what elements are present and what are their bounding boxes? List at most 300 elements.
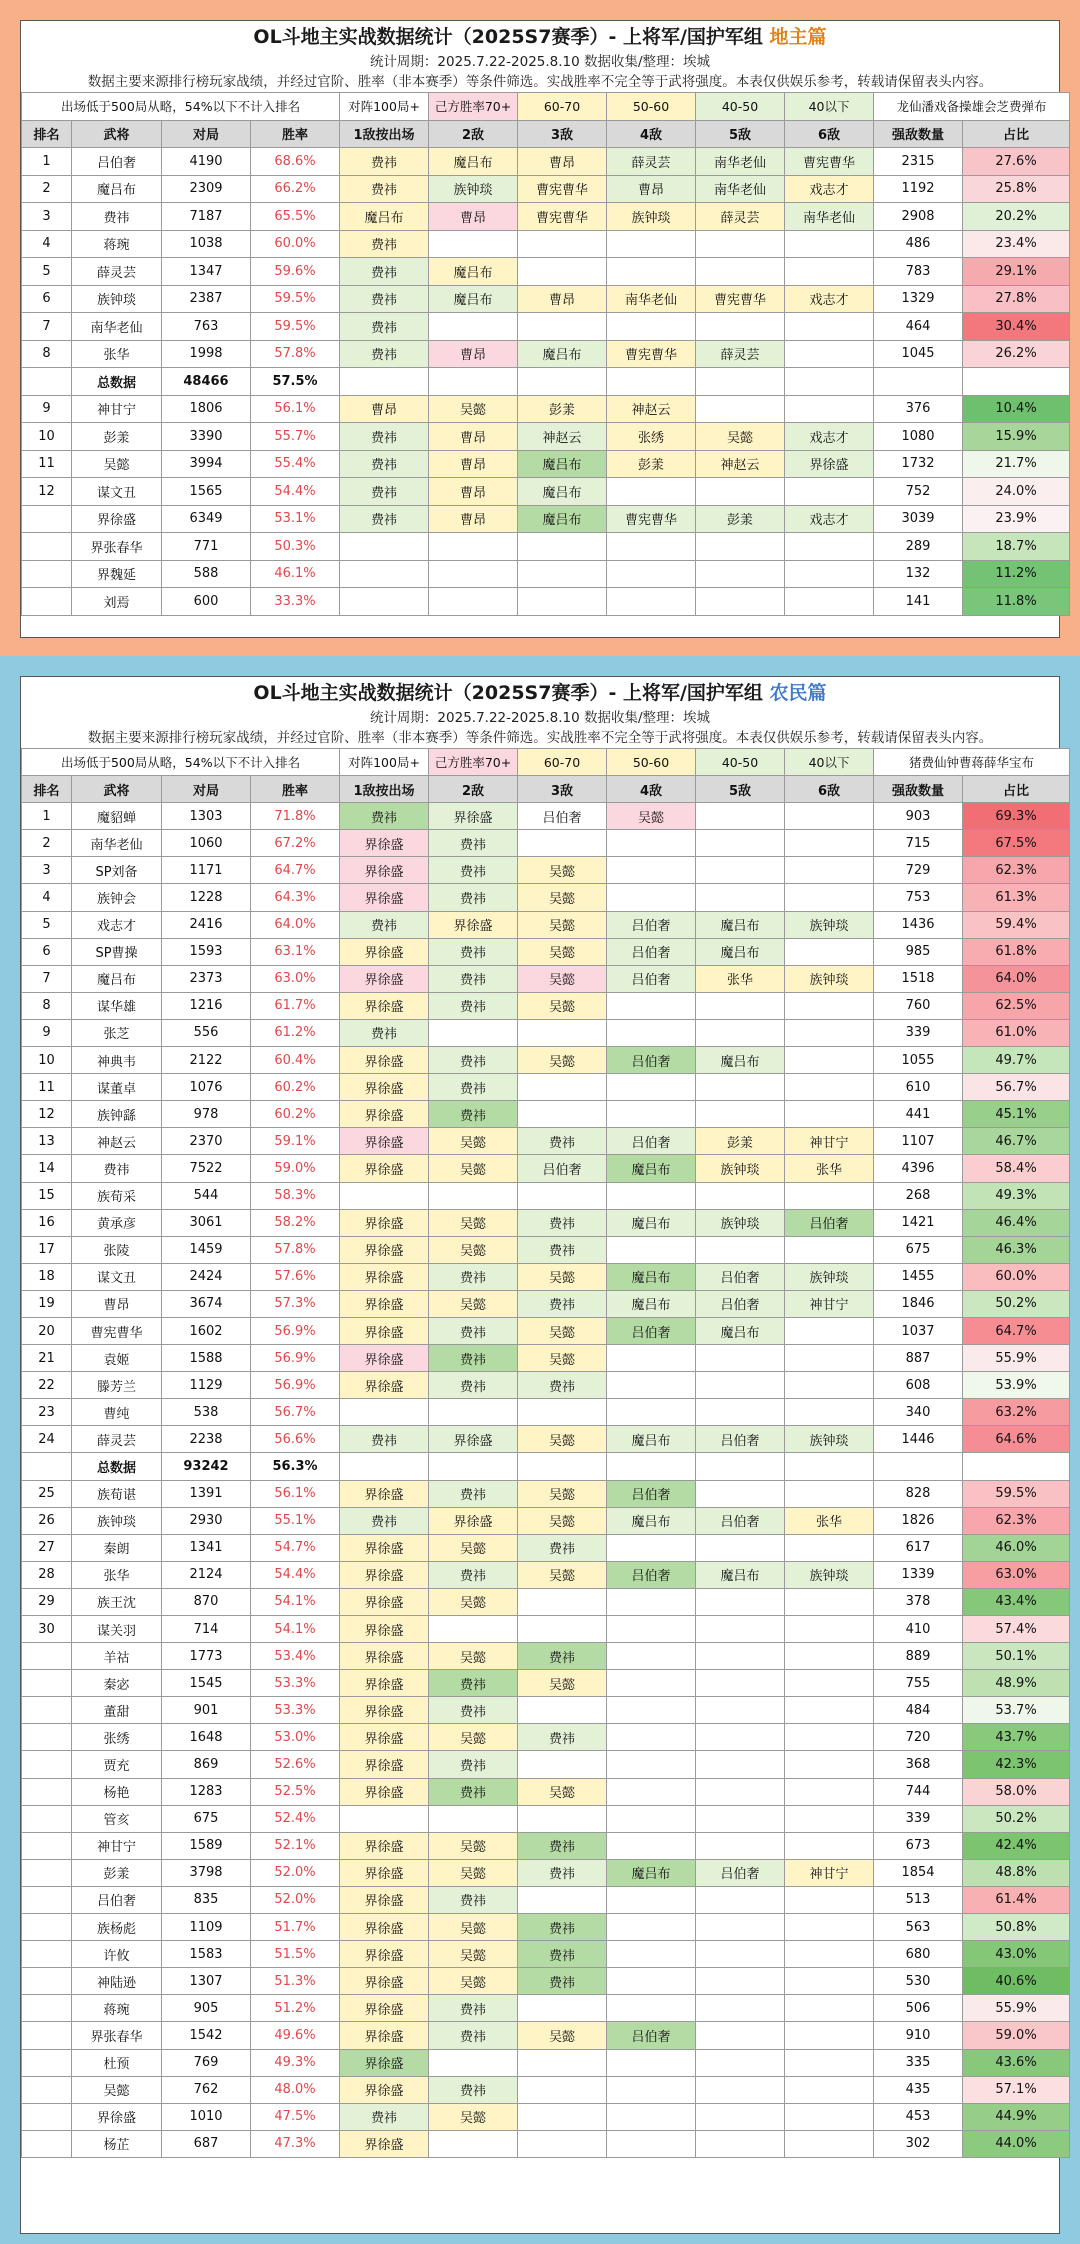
rank-cell: 27 <box>22 1534 72 1561</box>
ratio-cell: 61.4% <box>963 1886 1070 1913</box>
enemy-cell: 吕伯奢 <box>785 1209 874 1236</box>
enemy-cell <box>696 1995 785 2022</box>
strong-count-cell: 680 <box>874 1941 963 1968</box>
table-row <box>22 395 1070 423</box>
ratio-cell: 57.4% <box>963 1616 1070 1643</box>
enemy-cell <box>340 1805 429 1832</box>
win-rate-cell: 64.0% <box>251 911 340 938</box>
enemy-cell: 费祎 <box>340 340 429 368</box>
enemy-cell: 界徐盛 <box>340 1263 429 1290</box>
ratio-cell: 50.8% <box>963 1914 1070 1941</box>
enemy-cell <box>785 1914 874 1941</box>
enemy-cell: 界徐盛 <box>340 2076 429 2103</box>
landlord-period: 统计周期：2025.7.22-2025.8.10 数据收集/整理：埃城 <box>369 54 711 70</box>
enemy-cell <box>785 1670 874 1697</box>
enemy-cell: 界徐盛 <box>340 1995 429 2022</box>
enemy-cell <box>785 1534 874 1561</box>
enemy-cell: 费祎 <box>340 911 429 938</box>
win-rate-cell: 57.6% <box>251 1263 340 1290</box>
win-rate-cell: 56.9% <box>251 1372 340 1399</box>
enemy-cell: 吴懿 <box>429 1588 518 1615</box>
enemy-cell: 吴懿 <box>518 1561 607 1588</box>
landlord-title-text: OL斗地主实战数据统计（2025S7赛季）- 上将军/国护军组 <box>253 26 763 48</box>
enemy-cell: 费祎 <box>518 1290 607 1317</box>
enemy-cell: 界徐盛 <box>340 2049 429 2076</box>
column-header: 武将 <box>72 776 162 803</box>
enemy-cell: 费祎 <box>429 1372 518 1399</box>
legend-cell: 40以下 <box>785 749 874 776</box>
enemy-cell <box>696 1182 785 1209</box>
win-rate-cell: 47.3% <box>251 2130 340 2157</box>
enemy-cell: 界徐盛 <box>340 1290 429 1317</box>
rank-cell <box>22 1914 72 1941</box>
strong-count-cell: 1732 <box>874 450 963 478</box>
enemy-cell: 费祎 <box>518 1534 607 1561</box>
enemy-cell: 费祎 <box>518 1128 607 1155</box>
enemy-cell: 费祎 <box>518 1236 607 1263</box>
games-cell: 675 <box>162 1805 251 1832</box>
table-row <box>22 258 1070 286</box>
enemy-cell: 界徐盛 <box>340 1074 429 1101</box>
table-row <box>22 2022 1070 2049</box>
general-name-cell: 蒋琬 <box>72 230 162 258</box>
enemy-cell <box>785 1886 874 1913</box>
enemy-cell <box>518 1886 607 1913</box>
ratio-cell: 69.3% <box>963 803 1070 830</box>
enemy-cell: 费祎 <box>340 423 429 451</box>
enemy-cell: 界徐盛 <box>340 830 429 857</box>
legend-cell: 己方胜率70+ <box>429 749 518 776</box>
strong-count-cell: 1192 <box>874 175 963 203</box>
enemy-cell <box>607 884 696 911</box>
general-name-cell: 费祎 <box>72 1155 162 1182</box>
enemy-cell: 魔吕布 <box>607 1507 696 1534</box>
ratio-cell: 18.7% <box>963 533 1070 561</box>
general-name-cell: 滕芳兰 <box>72 1372 162 1399</box>
ratio-cell: 50.2% <box>963 1805 1070 1832</box>
enemy-cell: 吕伯奢 <box>518 1155 607 1182</box>
ratio-cell: 42.3% <box>963 1751 1070 1778</box>
strong-count-cell: 1421 <box>874 1209 963 1236</box>
games-cell: 48466 <box>162 368 251 396</box>
win-rate-cell: 65.5% <box>251 203 340 231</box>
enemy-cell <box>518 368 607 396</box>
enemy-cell: 族钟琰 <box>696 1209 785 1236</box>
enemy-cell: 吴懿 <box>518 884 607 911</box>
enemy-cell: 吴懿 <box>518 1480 607 1507</box>
column-header: 2敌 <box>429 776 518 803</box>
column-header: 占比 <box>963 776 1070 803</box>
enemy-cell <box>696 2076 785 2103</box>
landlord-title <box>21 21 1059 53</box>
enemy-cell: 吴懿 <box>518 857 607 884</box>
enemy-cell: 界徐盛 <box>340 1941 429 1968</box>
ratio-cell: 61.3% <box>963 884 1070 911</box>
table-row <box>22 478 1070 506</box>
table-row <box>22 1047 1070 1074</box>
ratio-cell: 58.4% <box>963 1155 1070 1182</box>
games-cell: 544 <box>162 1182 251 1209</box>
enemy-cell <box>607 1616 696 1643</box>
legend-cell: 猪费仙钟曹蒋薛华宝布 <box>874 749 1070 776</box>
column-header: 4敌 <box>607 120 696 148</box>
enemy-cell: 吴懿 <box>518 911 607 938</box>
general-name-cell: 界徐盛 <box>72 2103 162 2130</box>
ratio-cell: 46.0% <box>963 1534 1070 1561</box>
enemy-cell <box>696 1534 785 1561</box>
enemy-cell: 界徐盛 <box>340 1236 429 1263</box>
enemy-cell: 戏志才 <box>785 175 874 203</box>
win-rate-cell: 57.5% <box>251 368 340 396</box>
enemy-cell: 费祎 <box>340 1426 429 1453</box>
enemy-cell: 费祎 <box>429 1886 518 1913</box>
enemy-cell <box>429 560 518 588</box>
strong-count-cell: 1329 <box>874 285 963 313</box>
enemy-cell: 界徐盛 <box>340 1155 429 1182</box>
enemy-cell: 吴懿 <box>518 1047 607 1074</box>
rank-cell: 23 <box>22 1399 72 1426</box>
rank-cell: 11 <box>22 450 72 478</box>
win-rate-cell: 56.1% <box>251 395 340 423</box>
farmer-panel <box>0 656 1080 2244</box>
rank-cell: 13 <box>22 1128 72 1155</box>
enemy-cell: 吴懿 <box>518 965 607 992</box>
enemy-cell <box>518 1805 607 1832</box>
enemy-cell <box>429 230 518 258</box>
column-header: 5敌 <box>696 776 785 803</box>
ratio-cell: 53.9% <box>963 1372 1070 1399</box>
strong-count-cell: 755 <box>874 1670 963 1697</box>
enemy-cell: 吴懿 <box>429 1128 518 1155</box>
games-cell: 7522 <box>162 1155 251 1182</box>
rank-cell <box>22 1941 72 1968</box>
games-cell: 2416 <box>162 911 251 938</box>
column-header: 胜率 <box>251 120 340 148</box>
strong-count-cell: 610 <box>874 1074 963 1101</box>
enemy-cell <box>785 2022 874 2049</box>
win-rate-cell: 56.3% <box>251 1453 340 1480</box>
enemy-cell: 界徐盛 <box>340 1697 429 1724</box>
rank-cell: 16 <box>22 1209 72 1236</box>
rank-cell: 30 <box>22 1616 72 1643</box>
enemy-cell: 费祎 <box>518 1209 607 1236</box>
games-cell: 1076 <box>162 1074 251 1101</box>
win-rate-cell: 54.4% <box>251 478 340 506</box>
enemy-cell <box>607 230 696 258</box>
win-rate-cell: 51.3% <box>251 1968 340 1995</box>
games-cell: 1347 <box>162 258 251 286</box>
strong-count-cell: 752 <box>874 478 963 506</box>
games-cell: 762 <box>162 2076 251 2103</box>
enemy-cell: 吴懿 <box>429 395 518 423</box>
rank-cell: 3 <box>22 857 72 884</box>
rank-cell <box>22 1995 72 2022</box>
enemy-cell: 界徐盛 <box>340 1209 429 1236</box>
general-name-cell: 族钟琰 <box>72 285 162 313</box>
enemy-cell <box>518 1697 607 1724</box>
table-row <box>22 1724 1070 1751</box>
strong-count-cell: 760 <box>874 992 963 1019</box>
rank-cell: 4 <box>22 884 72 911</box>
enemy-cell <box>607 1534 696 1561</box>
rank-cell: 19 <box>22 1290 72 1317</box>
table-row <box>22 1372 1070 1399</box>
enemy-cell <box>785 1751 874 1778</box>
enemy-cell <box>607 1697 696 1724</box>
general-name-cell: 谋文丑 <box>72 478 162 506</box>
enemy-cell <box>607 2076 696 2103</box>
rank-cell <box>22 2130 72 2157</box>
strong-count-cell: 889 <box>874 1643 963 1670</box>
games-cell: 1391 <box>162 1480 251 1507</box>
enemy-cell: 吴懿 <box>429 1155 518 1182</box>
enemy-cell: 曹昂 <box>429 340 518 368</box>
enemy-cell: 曹宪曹华 <box>696 285 785 313</box>
enemy-cell: 曹昂 <box>429 203 518 231</box>
rank-cell <box>22 368 72 396</box>
games-cell: 901 <box>162 1697 251 1724</box>
general-name-cell: 杜预 <box>72 2049 162 2076</box>
rank-cell <box>22 1453 72 1480</box>
games-cell: 1648 <box>162 1724 251 1751</box>
enemy-cell <box>785 2076 874 2103</box>
win-rate-cell: 60.4% <box>251 1047 340 1074</box>
enemy-cell <box>518 2076 607 2103</box>
games-cell: 1283 <box>162 1778 251 1805</box>
enemy-cell: 吴懿 <box>429 1534 518 1561</box>
win-rate-cell: 52.1% <box>251 1832 340 1859</box>
enemy-cell: 吴懿 <box>607 803 696 830</box>
enemy-cell: 费祎 <box>340 175 429 203</box>
legend-row <box>22 93 1070 121</box>
games-cell: 714 <box>162 1616 251 1643</box>
enemy-cell <box>696 1236 785 1263</box>
enemy-cell: 族钟琰 <box>785 1561 874 1588</box>
rank-cell: 26 <box>22 1507 72 1534</box>
strong-count-cell: 910 <box>874 2022 963 2049</box>
strong-count-cell: 339 <box>874 1805 963 1832</box>
enemy-cell: 吕伯奢 <box>696 1507 785 1534</box>
rank-cell: 10 <box>22 1047 72 1074</box>
enemy-cell: 戏志才 <box>785 285 874 313</box>
win-rate-cell: 61.7% <box>251 992 340 1019</box>
enemy-cell: 费祎 <box>429 1697 518 1724</box>
general-name-cell: 曹宪曹华 <box>72 1317 162 1344</box>
ratio-cell: 20.2% <box>963 203 1070 231</box>
legend-cell: 40-50 <box>696 749 785 776</box>
enemy-cell <box>429 1182 518 1209</box>
column-header: 武将 <box>72 120 162 148</box>
games-cell: 1583 <box>162 1941 251 1968</box>
ratio-cell: 10.4% <box>963 395 1070 423</box>
enemy-cell <box>607 1941 696 1968</box>
enemy-cell: 界徐盛 <box>340 1101 429 1128</box>
table-row <box>22 1426 1070 1453</box>
enemy-cell: 界徐盛 <box>340 1561 429 1588</box>
enemy-cell: 曹昂 <box>518 285 607 313</box>
enemy-cell <box>785 560 874 588</box>
enemy-cell: 魔吕布 <box>607 1155 696 1182</box>
strong-count-cell: 608 <box>874 1372 963 1399</box>
enemy-cell <box>785 368 874 396</box>
games-cell: 1109 <box>162 1914 251 1941</box>
rank-cell: 9 <box>22 395 72 423</box>
enemy-cell <box>429 1399 518 1426</box>
win-rate-cell: 51.7% <box>251 1914 340 1941</box>
total-row <box>22 368 1070 396</box>
win-rate-cell: 52.0% <box>251 1886 340 1913</box>
enemy-cell: 魔吕布 <box>607 1290 696 1317</box>
strong-count-cell: 1436 <box>874 911 963 938</box>
strong-count-cell: 335 <box>874 2049 963 2076</box>
table-row <box>22 560 1070 588</box>
games-cell: 1228 <box>162 884 251 911</box>
rank-cell: 7 <box>22 965 72 992</box>
rank-cell: 21 <box>22 1345 72 1372</box>
games-cell: 1060 <box>162 830 251 857</box>
ratio-cell <box>963 1453 1070 1480</box>
table-row <box>22 911 1070 938</box>
general-name-cell: 戏志才 <box>72 911 162 938</box>
table-row <box>22 1805 1070 1832</box>
enemy-cell: 吴懿 <box>518 938 607 965</box>
general-name-cell: 薛灵芸 <box>72 1426 162 1453</box>
win-rate-cell: 61.2% <box>251 1019 340 1046</box>
ratio-cell: 50.1% <box>963 1643 1070 1670</box>
table-row <box>22 340 1070 368</box>
strong-count-cell: 530 <box>874 1968 963 1995</box>
enemy-cell <box>785 992 874 1019</box>
enemy-cell: 界徐盛 <box>340 1724 429 1751</box>
table-row <box>22 857 1070 884</box>
win-rate-cell: 49.3% <box>251 2049 340 2076</box>
rank-cell: 29 <box>22 1588 72 1615</box>
enemy-cell: 费祎 <box>429 857 518 884</box>
enemy-cell <box>607 1588 696 1615</box>
win-rate-cell: 47.5% <box>251 2103 340 2130</box>
enemy-cell: 魔吕布 <box>429 285 518 313</box>
enemy-cell <box>696 533 785 561</box>
ratio-cell: 59.0% <box>963 2022 1070 2049</box>
enemy-cell: 魔吕布 <box>340 203 429 231</box>
enemy-cell: 费祎 <box>429 1995 518 2022</box>
legend-row <box>22 749 1070 776</box>
enemy-cell <box>696 560 785 588</box>
table-row <box>22 230 1070 258</box>
enemy-cell: 魔吕布 <box>607 1209 696 1236</box>
general-name-cell: 谋关羽 <box>72 1616 162 1643</box>
enemy-cell <box>518 230 607 258</box>
enemy-cell: 吴懿 <box>429 1724 518 1751</box>
enemy-cell <box>785 884 874 911</box>
general-name-cell: 张芝 <box>72 1019 162 1046</box>
enemy-cell <box>607 1832 696 1859</box>
enemy-cell: 魔吕布 <box>518 505 607 533</box>
enemy-cell: 费祎 <box>340 313 429 341</box>
rank-cell: 8 <box>22 992 72 1019</box>
enemy-cell <box>785 857 874 884</box>
enemy-cell: 界徐盛 <box>340 1534 429 1561</box>
enemy-cell: 族钟琰 <box>785 965 874 992</box>
enemy-cell <box>696 1886 785 1913</box>
legend-cell: 对阵100局+ <box>340 93 429 121</box>
enemy-cell: 曹昂 <box>429 450 518 478</box>
enemy-cell: 南华老仙 <box>696 175 785 203</box>
strong-count-cell: 729 <box>874 857 963 884</box>
enemy-cell: 界徐盛 <box>340 1778 429 1805</box>
enemy-cell: 费祎 <box>518 1914 607 1941</box>
strong-count-cell: 783 <box>874 258 963 286</box>
strong-count-cell: 673 <box>874 1832 963 1859</box>
enemy-cell <box>785 1968 874 1995</box>
table-row <box>22 1236 1070 1263</box>
enemy-cell: 吕伯奢 <box>607 2022 696 2049</box>
enemy-cell: 吕伯奢 <box>696 1426 785 1453</box>
rank-cell <box>22 2076 72 2103</box>
enemy-cell <box>785 830 874 857</box>
strong-count-cell: 513 <box>874 1886 963 1913</box>
rank-cell <box>22 1643 72 1670</box>
win-rate-cell: 53.4% <box>251 1643 340 1670</box>
enemy-cell: 神甘宁 <box>785 1859 874 1886</box>
enemy-cell: 吴懿 <box>518 1778 607 1805</box>
enemy-cell: 族钟琰 <box>429 175 518 203</box>
enemy-cell: 族钟琰 <box>607 203 696 231</box>
enemy-cell <box>785 340 874 368</box>
enemy-cell: 费祎 <box>429 938 518 965</box>
farmer-note: 数据主要来源排行榜玩家战绩，并经过官阶、胜率（非本赛季）等条件筛选。实战胜率不完全等于武将强度。本表仅供娱乐参考，转载请保留表头内容。 <box>87 730 993 746</box>
enemy-cell <box>696 1968 785 1995</box>
enemy-cell <box>607 533 696 561</box>
win-rate-cell: 56.6% <box>251 1426 340 1453</box>
enemy-cell: 费祎 <box>429 1751 518 1778</box>
strong-count-cell: 617 <box>874 1534 963 1561</box>
enemy-cell <box>607 1372 696 1399</box>
games-cell: 1602 <box>162 1317 251 1344</box>
enemy-cell <box>518 1995 607 2022</box>
ratio-cell: 11.2% <box>963 560 1070 588</box>
enemy-cell: 费祎 <box>340 803 429 830</box>
general-name-cell: 羊祜 <box>72 1643 162 1670</box>
games-cell: 1773 <box>162 1643 251 1670</box>
general-name-cell: 南华老仙 <box>72 313 162 341</box>
general-name-cell: 袁姬 <box>72 1345 162 1372</box>
general-name-cell: 谋华雄 <box>72 992 162 1019</box>
rank-cell <box>22 505 72 533</box>
strong-count-cell <box>874 1453 963 1480</box>
enemy-cell <box>429 1805 518 1832</box>
enemy-cell: 南华老仙 <box>607 285 696 313</box>
games-cell: 588 <box>162 560 251 588</box>
table-row <box>22 1941 1070 1968</box>
enemy-cell <box>607 1074 696 1101</box>
general-name-cell: 管亥 <box>72 1805 162 1832</box>
enemy-cell: 神赵云 <box>696 450 785 478</box>
landlord-tag: 地主篇 <box>769 26 827 48</box>
enemy-cell: 张华 <box>696 965 785 992</box>
legend-cell: 50-60 <box>607 749 696 776</box>
enemy-cell: 界徐盛 <box>340 992 429 1019</box>
rank-cell: 14 <box>22 1155 72 1182</box>
games-cell: 1806 <box>162 395 251 423</box>
enemy-cell <box>607 258 696 286</box>
enemy-cell: 吕伯奢 <box>607 911 696 938</box>
strong-count-cell: 1446 <box>874 1426 963 1453</box>
enemy-cell: 界徐盛 <box>340 938 429 965</box>
games-cell: 1010 <box>162 2103 251 2130</box>
enemy-cell: 魔吕布 <box>696 1561 785 1588</box>
general-name-cell: 总数据 <box>72 1453 162 1480</box>
